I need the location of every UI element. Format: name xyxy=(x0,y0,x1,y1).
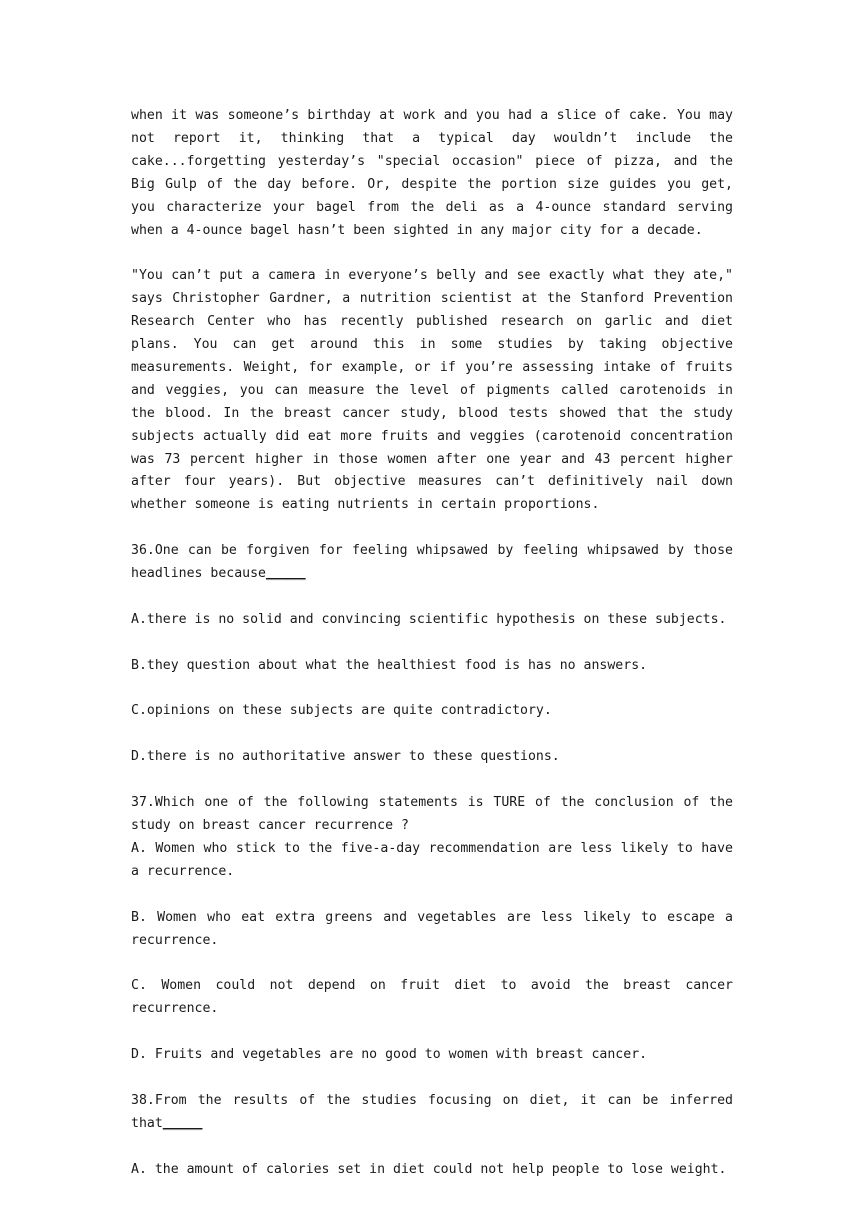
question-37-option-a: A. Women who stick to the five-a-day recommendation are less likely to have a recurrence. xyxy=(131,840,733,879)
paragraph-2: "You can’t put a camera in everyone’s belly and see exactly what they ate," says Christopher Gardner, a nutrition scientist at the Stanford Prevention Research Center who has recently published research on garlic and diet plans. You can get around this in some studies by taking objective measurements. Weight, for example, or if you’re assessing intake of fruits and veggies, you can measure the level of pigments called carotenoids in the blood. In the breast cancer study, blood tests showed that the study subjects actually did eat more fruits and veggies (carotenoid concentration was 73 percent higher in those women after one year and 43 percent higher after four years). But objective measures can’t definitively nail down whether someone is eating nutrients in certain proportions. xyxy=(131,268,733,513)
question-38-blank: _____ xyxy=(162,1115,203,1131)
question-36-blank: _____ xyxy=(265,566,306,582)
question-36-stem xyxy=(131,540,733,586)
question-36-option-c: C.opinions on these subjects are quite contradictory. xyxy=(131,703,552,719)
question-36-text: 36.One can be forgiven for feeling whipsawed by feeling whipsawed by those headlines because xyxy=(131,543,733,582)
question-36-option-b: B.they question about what the healthiest food is has no answers. xyxy=(131,657,648,673)
question-38-text: 38.From the results of the studies focusing on diet, it can be inferred that xyxy=(131,1092,733,1131)
question-38-stem xyxy=(131,1090,733,1136)
question-37-option-d: D. Fruits and vegetables are no good to women with breast cancer. xyxy=(131,1047,648,1062)
question-37-stem: 37.Which one of the following statements is TURE of the conclusion of the study on breast cancer recurrence ? xyxy=(131,795,733,833)
question-37-option-b: B. Women who eat extra greens and vegetables are less likely to escape a recurrence. xyxy=(131,909,733,948)
question-36-option-a: A.there is no solid and convincing scientific hypothesis on these subjects. xyxy=(131,611,727,627)
paragraph-1: when it was someone’s birthday at work and you had a slice of cake. You may not report it, thinking that a typical day wouldn’t include the cake...forgetting yesterday’s "special occasion" piece of pizza, and the Big Gulp of the day before. Or, despite the portion size guides you get, you characterize your bagel from the deli as a 4-ounce standard serving when a 4-ounce bagel hasn’t been sighted in any major city for a decade. xyxy=(131,108,733,238)
question-38-option-a: A. the amount of calories set in diet could not help people to lose weight. xyxy=(131,1161,727,1177)
document-page xyxy=(131,105,733,1204)
question-36-option-d: D.there is no authoritative answer to these questions. xyxy=(131,749,560,765)
question-37-option-c: C. Women could not depend on fruit diet to avoid the breast cancer recurrence. xyxy=(131,978,733,1017)
